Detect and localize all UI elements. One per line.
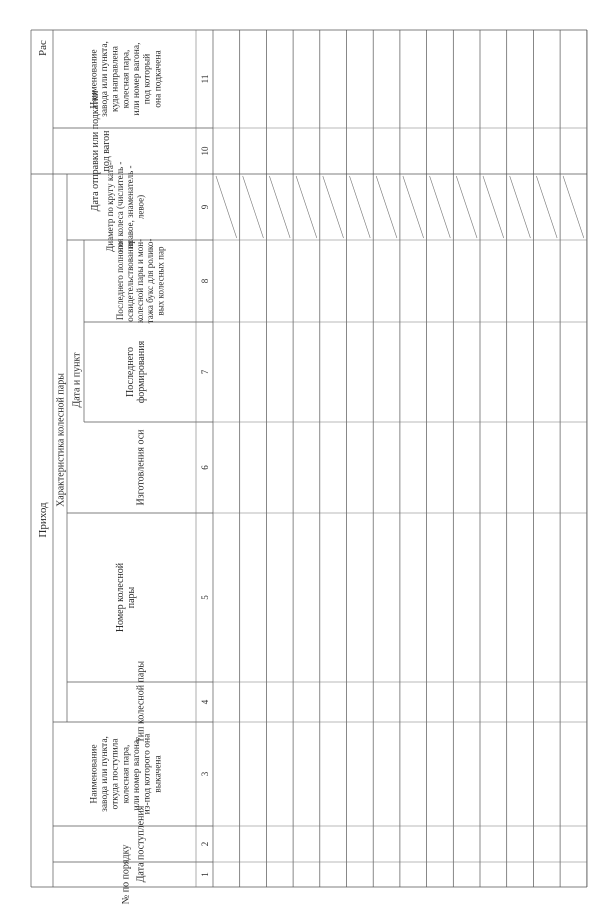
column-4-header bbox=[136, 661, 147, 743]
column-9-number-line: 9 bbox=[200, 204, 211, 210]
diameter-slash bbox=[430, 176, 451, 238]
section-incoming-title bbox=[37, 502, 49, 538]
column-3-number bbox=[200, 771, 210, 776]
diameter-slash bbox=[269, 176, 290, 238]
column-9-header-line: левое) bbox=[135, 194, 146, 220]
column-3-header-line: Наименование bbox=[89, 744, 100, 804]
diameter-slash bbox=[243, 176, 264, 238]
column-8-number-line: 8 bbox=[200, 278, 211, 284]
diameter-slash bbox=[350, 176, 371, 238]
column-8-header-line: вых колесных пар bbox=[155, 246, 166, 316]
column-9-header-line: ния колеса (числитель - bbox=[115, 161, 126, 253]
diameter-slash bbox=[483, 176, 504, 238]
column-11-header-line: завода или пункта, bbox=[100, 41, 111, 117]
column-6-header-line: Изготовления оси bbox=[135, 429, 147, 506]
column-2-header bbox=[136, 805, 147, 882]
column-4-number bbox=[200, 699, 210, 704]
column-4-number-line: 4 bbox=[200, 699, 211, 705]
diameter-slash bbox=[376, 176, 397, 238]
column-1-number-line: 1 bbox=[200, 872, 211, 877]
column-7-number bbox=[200, 369, 210, 374]
column-3-header bbox=[89, 733, 163, 814]
section-incoming-title-line: Приход bbox=[36, 502, 49, 538]
column-9-number bbox=[200, 204, 210, 209]
column-8-header-line: тажа букс для ролико- bbox=[145, 238, 156, 324]
column-11-number-line: 11 bbox=[200, 74, 211, 84]
diameter-slash bbox=[403, 176, 424, 238]
column-2-number bbox=[200, 842, 210, 847]
diameter-slash bbox=[296, 176, 317, 238]
column-11-header-line: она подкачена bbox=[153, 50, 164, 108]
column-7-header-line: формирования bbox=[136, 340, 148, 404]
column-1-number bbox=[200, 872, 210, 877]
diameter-slash bbox=[216, 176, 237, 238]
column-11-header-line: куда направлена bbox=[110, 46, 121, 112]
column-11-header-line: под который bbox=[142, 53, 153, 105]
column-6-header bbox=[136, 429, 147, 506]
column-10-number bbox=[200, 146, 210, 156]
column-11-number bbox=[200, 75, 210, 84]
column-2-header-line: Дата поступления bbox=[135, 805, 147, 883]
section-outgoing-title bbox=[37, 40, 49, 56]
date-place-group-title-line: Дата и пункт bbox=[71, 352, 83, 408]
column-9-header bbox=[105, 162, 145, 253]
column-7-number-line: 7 bbox=[200, 369, 211, 375]
column-3-header-line: из-под которого она bbox=[142, 733, 153, 815]
column-11-header bbox=[89, 41, 163, 117]
diameter-slash bbox=[456, 176, 477, 238]
diameter-slash bbox=[563, 176, 584, 238]
column-1-header-line: № по порядку bbox=[120, 844, 132, 905]
column-11-header-line: Наименование bbox=[89, 49, 100, 109]
column-2-number-line: 2 bbox=[200, 841, 211, 847]
column-10-number-line: 10 bbox=[200, 146, 211, 156]
column-9-header-line: правое, знаменатель - bbox=[125, 165, 136, 249]
date-place-group-title bbox=[72, 352, 83, 408]
column-3-header-line: выкачена bbox=[153, 755, 164, 793]
column-10-header-line: Дата отправки или подкатки bbox=[89, 90, 101, 212]
wheelset-group-title-line: Характеристика колесной пары bbox=[55, 373, 67, 507]
column-9-header-line: Диаметр по кругу ката- bbox=[105, 162, 116, 252]
column-1-header bbox=[121, 845, 132, 905]
column-3-header-line: завода или пункта, bbox=[100, 736, 111, 812]
column-3-header-line: или номер вагона, bbox=[131, 737, 142, 811]
column-5-number bbox=[200, 595, 210, 600]
column-8-number bbox=[200, 278, 210, 283]
column-3-header-line: колесная пара, bbox=[121, 744, 132, 804]
column-8-header-line: Последнего полного bbox=[114, 241, 125, 321]
diameter-slash bbox=[510, 176, 531, 238]
column-11-header-line: колесная пара, bbox=[121, 49, 132, 109]
column-3-header-line: откуда поступила bbox=[110, 738, 121, 810]
column-5-header bbox=[115, 562, 137, 632]
section-outgoing-title-line: Рас bbox=[36, 40, 49, 56]
column-10-header-line: под вагон bbox=[101, 130, 113, 172]
diameter-slash bbox=[536, 176, 557, 238]
column-5-header-line: пары bbox=[126, 586, 138, 609]
diameter-slash bbox=[323, 176, 344, 238]
wheelset-group-title bbox=[56, 373, 67, 507]
column-4-header-line: Тип колесной пары bbox=[135, 660, 147, 744]
column-5-number-line: 5 bbox=[200, 595, 211, 600]
column-5-header-line: Номер колесной bbox=[114, 562, 126, 633]
column-8-header-line: освидетельствования bbox=[125, 240, 136, 322]
column-6-number bbox=[200, 465, 210, 470]
column-7-header bbox=[125, 340, 147, 403]
table-headers bbox=[37, 40, 210, 904]
column-11-header-line: или номер вагона, bbox=[131, 42, 142, 116]
column-7-header-line: Последнего bbox=[124, 347, 136, 397]
column-6-number-line: 6 bbox=[200, 465, 211, 470]
column-8-header-line: колесной пары и мон- bbox=[135, 238, 146, 324]
column-3-number-line: 3 bbox=[200, 771, 211, 777]
